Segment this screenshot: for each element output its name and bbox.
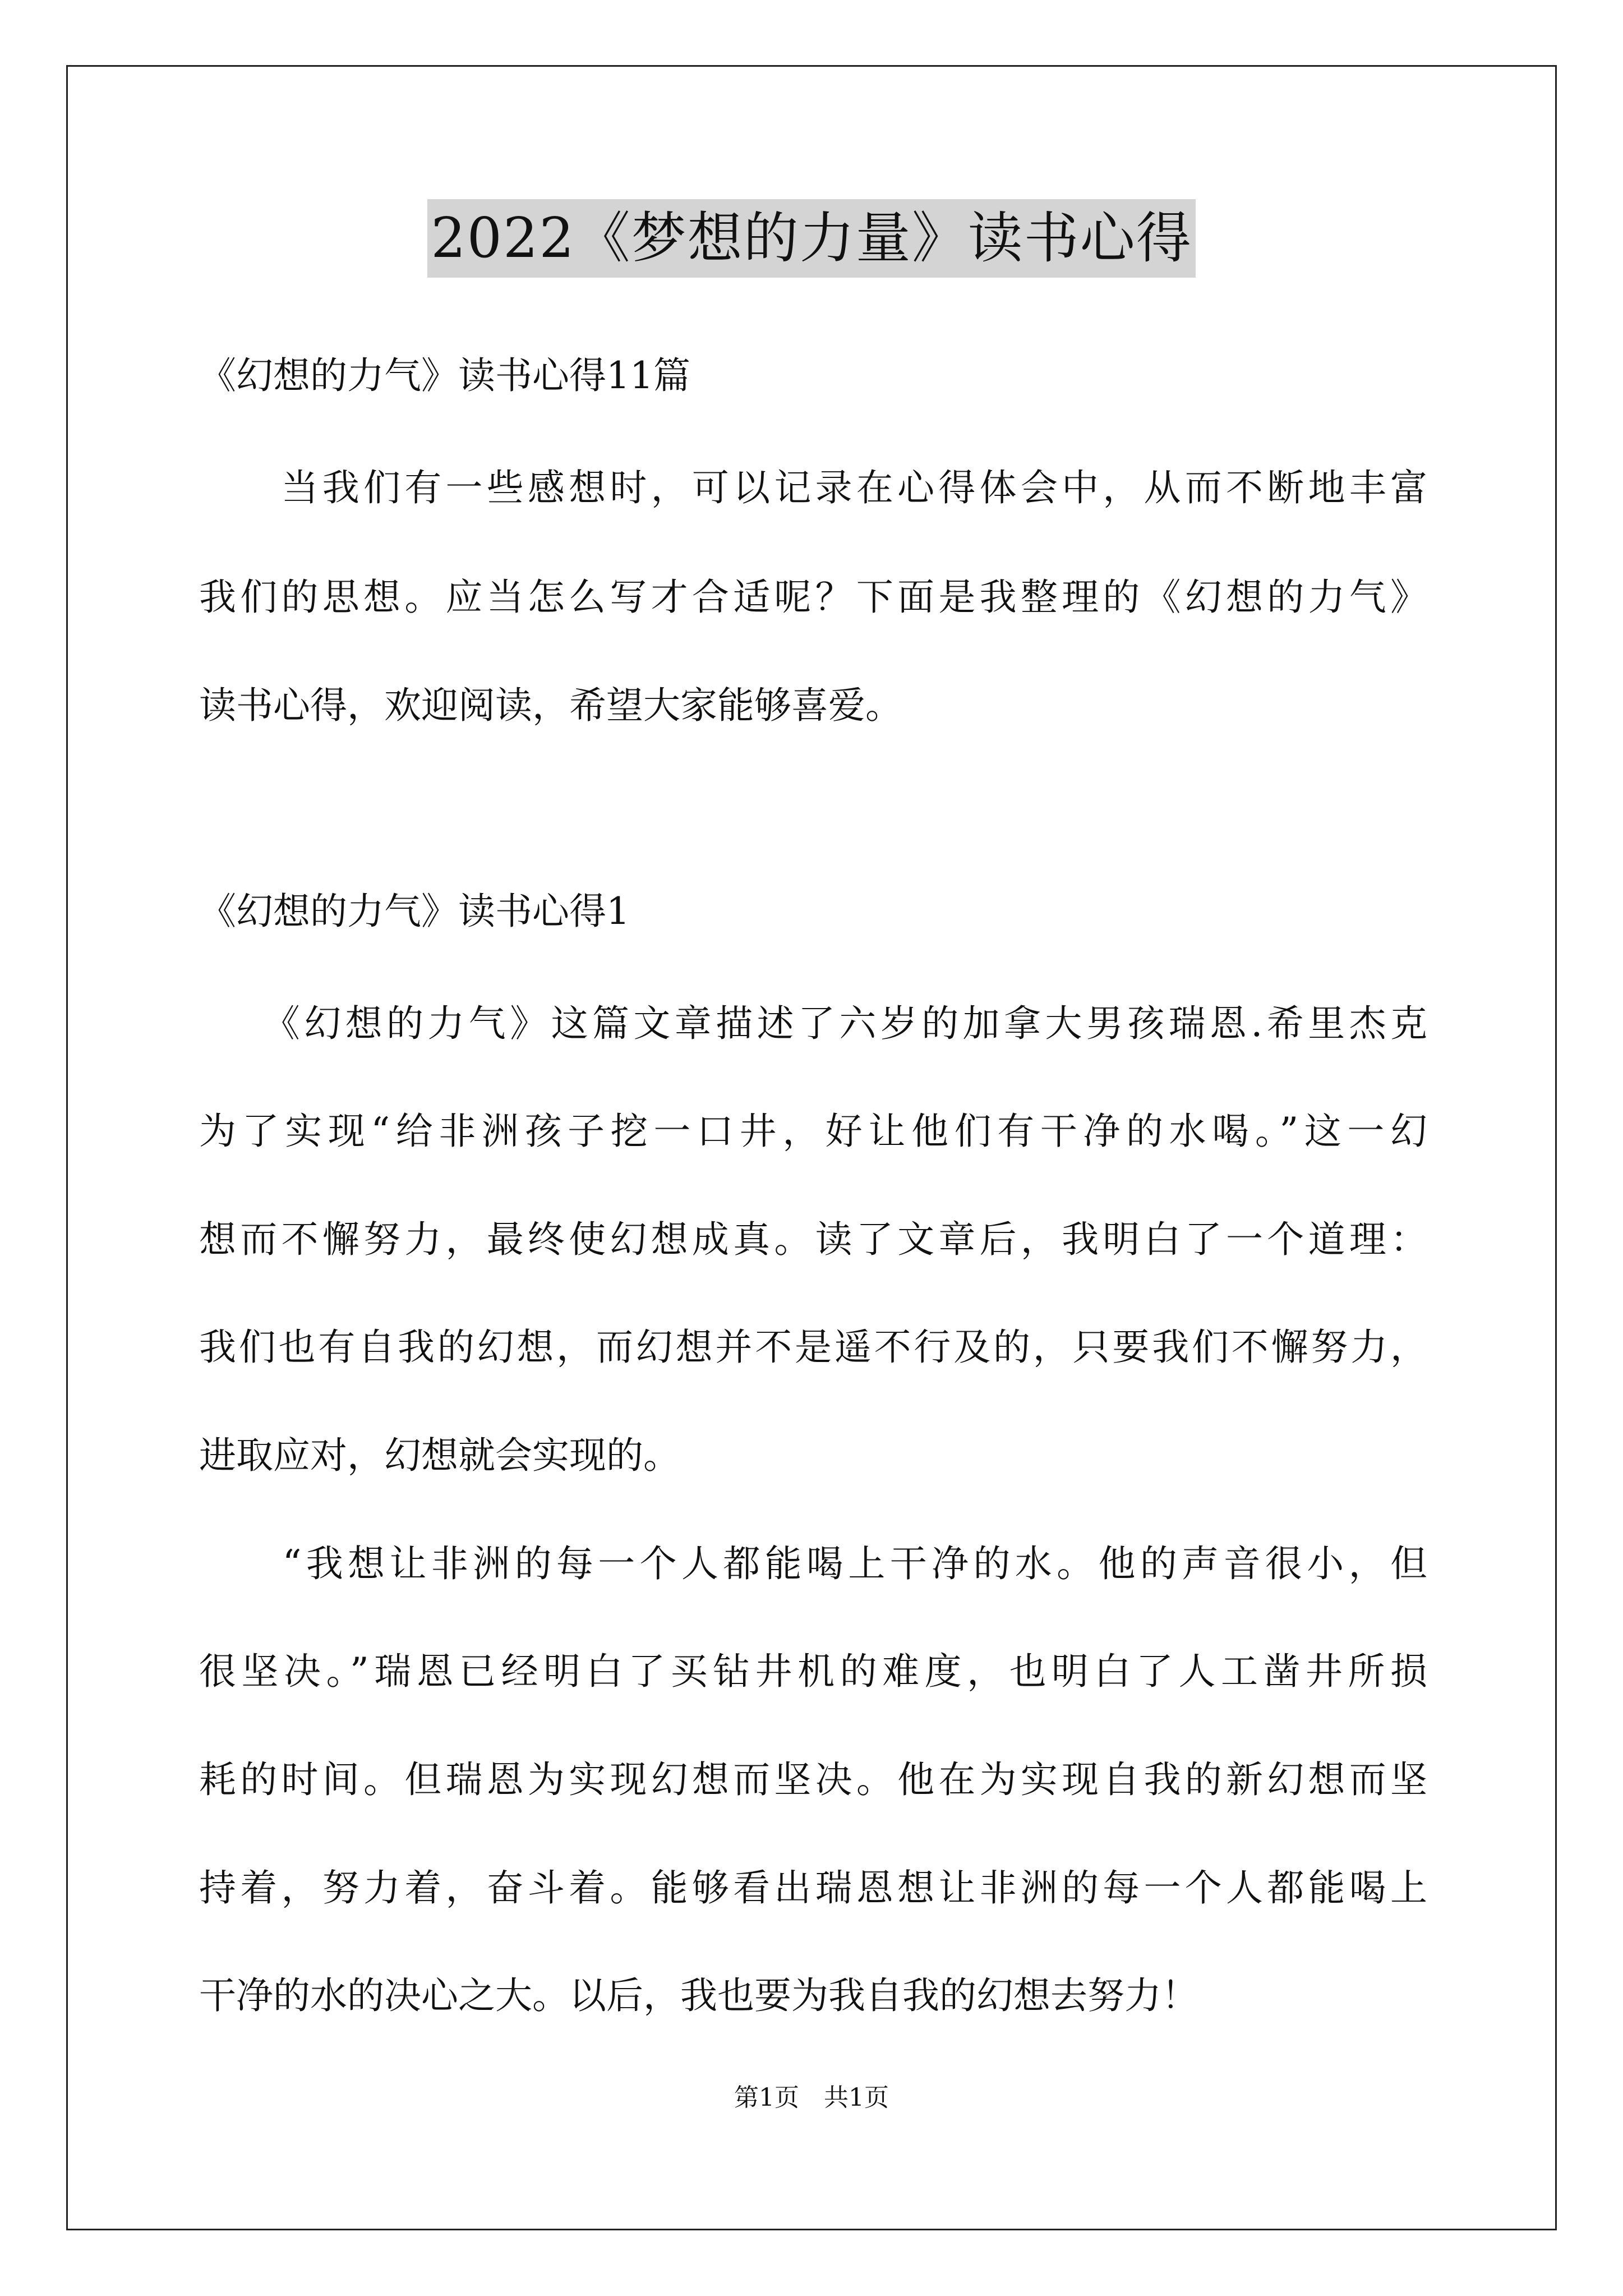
paragraph1-line-4: 我们也有自我的幻想，而幻想并不是遥不行及的，只要我们不懈努力， [199,1326,1427,1369]
intro-line-1: 当我们有一些感想时，可以记录在心得体会中，从而不断地丰富 [199,466,1427,509]
intro-line-2: 我们的思想。应当怎么写才合适呢？下面是我整理的《幻想的力气》 [199,576,1427,619]
paragraph2-line-5: 干净的水的决心之大。以后，我也要为我自我的幻想去努力！ [199,1974,1198,2017]
paragraph1-line-1: 《幻想的力气》这篇文章描述了六岁的加拿大男孩瑞恩.希里杰克 [199,1002,1427,1045]
document-title: 2022《梦想的力量》读书心得 [427,199,1195,278]
paragraph2-line-3: 耗的时间。但瑞恩为实现幻想而坚决。他在为实现自我的新幻想而坚 [199,1758,1427,1801]
paragraph1-line-3: 想而不懈努力，最终使幻想成真。读了文章后，我明白了一个道理： [199,1218,1427,1261]
section-heading: 《幻想的力气》读书心得1 [199,890,630,933]
intro-line-3: 读书心得，欢迎阅读，希望大家能够喜爱。 [199,684,902,727]
page-footer: 第1页 共1页 [734,2083,889,2112]
document-subtitle: 《幻想的力气》读书心得11篇 [199,354,690,397]
paragraph2-line-1: “我想让非洲的每一个人都能喝上干净的水。他的声音很小，但 [199,1542,1427,1585]
title-container [0,199,1623,278]
paragraph2-line-2: 很坚决。”瑞恩已经明白了买钻井机的难度，也明白了人工凿井所损 [199,1650,1427,1693]
paragraph2-line-4: 持着，努力着，奋斗着。能够看出瑞恩想让非洲的每一个人都能喝上 [199,1866,1427,1910]
paragraph1-line-2: 为了实现“给非洲孩子挖一口井，好让他们有干净的水喝。”这一幻 [199,1110,1427,1153]
paragraph1-line-5: 进取应对，幻想就会实现的。 [199,1434,680,1477]
